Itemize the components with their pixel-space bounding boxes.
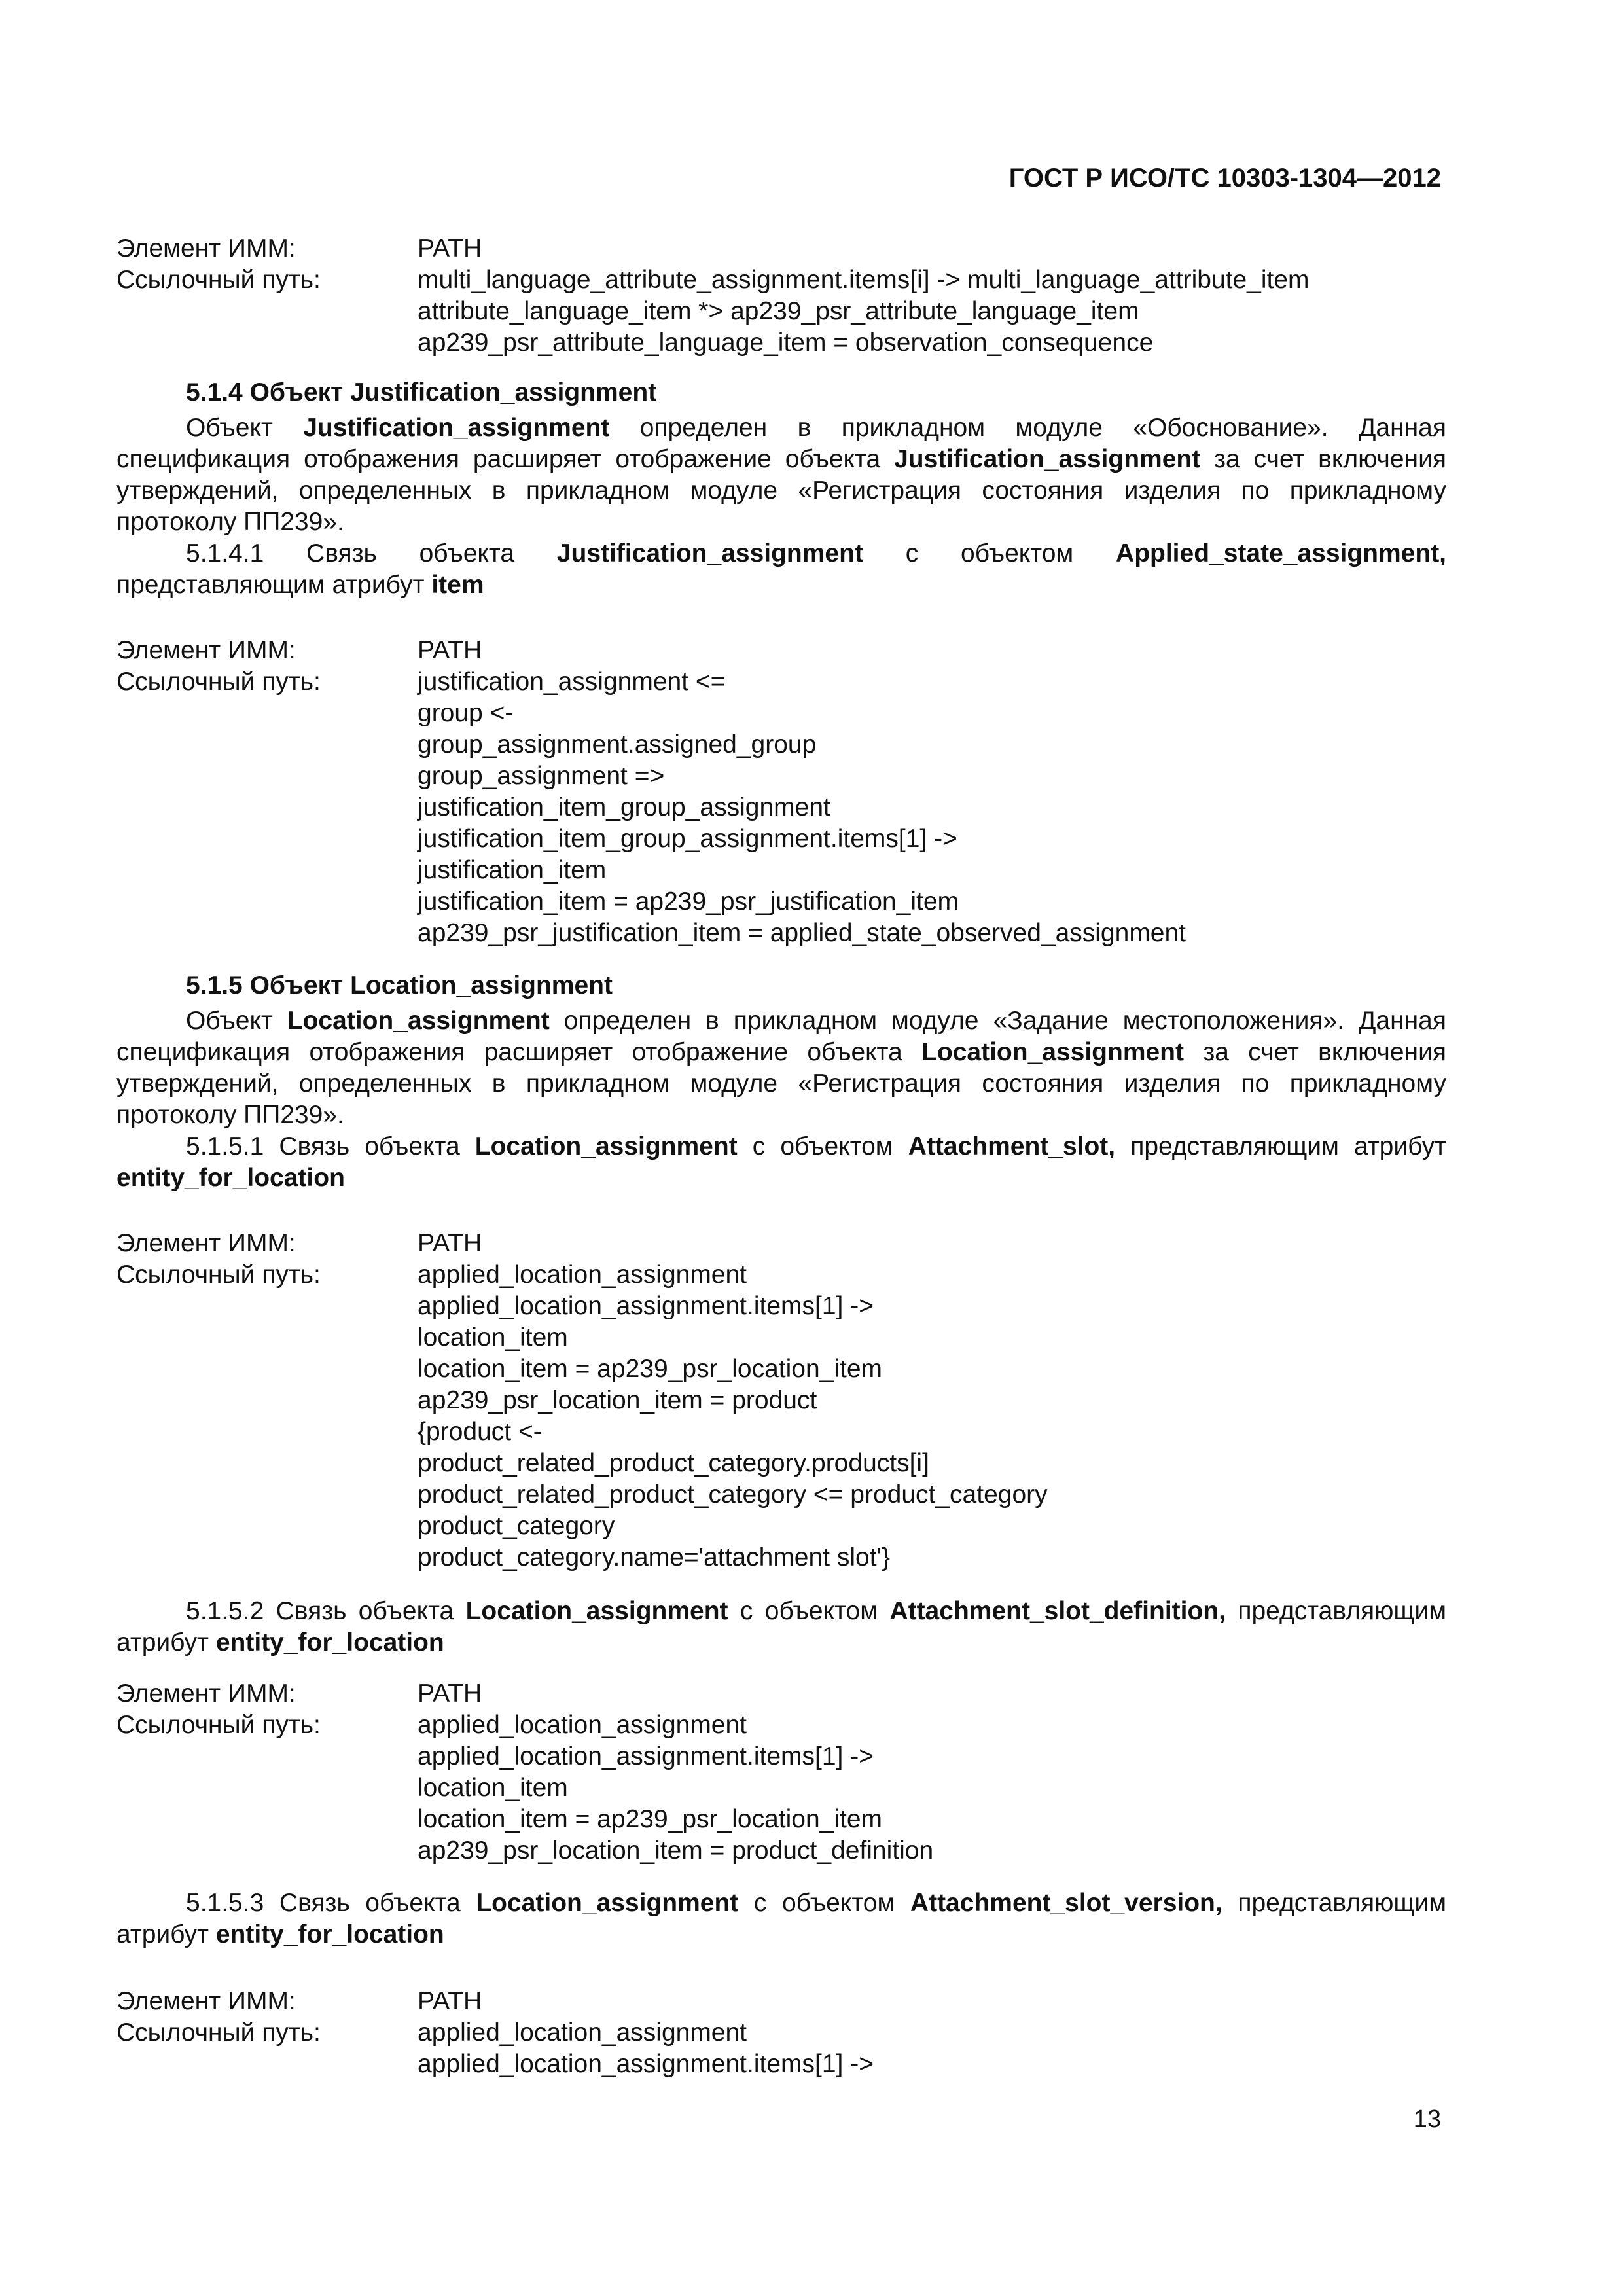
path-line: group_assignment.assigned_group <box>418 730 817 759</box>
path-line: applied_location_assignment.items[1] -> <box>418 2050 874 2078</box>
path-line: location_item = ap239_psr_location_item <box>418 1805 883 1833</box>
mapping-block-0 <box>116 233 1446 359</box>
section-5-1-5-text <box>116 1005 1446 1194</box>
path-line: applied_location_assignment <box>418 1261 747 1289</box>
section-5-1-4-text <box>116 412 1446 601</box>
document-id-header: ГОСТ Р ИСО/ТС 10303-1304—2012 <box>1008 164 1441 192</box>
element-value: PATH <box>418 636 482 664</box>
path-line: {product <- <box>418 1418 542 1446</box>
path-line: applied_location_assignment <box>418 1711 747 1739</box>
element-value: PATH <box>418 234 482 262</box>
path-line: product_related_product_category <= product_category <box>418 1480 1048 1509</box>
mapping-block-4 <box>116 1986 1446 2080</box>
page-number: 13 <box>1413 2106 1441 2133</box>
paragraph-5-1-5-1: 5.1.5.1 Связь объекта Location_assignment с объектом Attachment_slot, представляющим атрибут entity_for_location <box>116 1132 1446 1192</box>
paragraph: Объект Location_assignment определен в прикладном модуле «Задание местоположения». Данная спецификация отображения расширяет отображение объекта Location_assignment за счет включения утверждений, определенных в прикладном модуле «Регистрация состояния изделия по прикладному протоколу ПП239». <box>116 1007 1446 1129</box>
element-label: Элемент ИММ: <box>116 636 296 664</box>
element-label: Элемент ИММ: <box>116 1229 296 1257</box>
path-line: ap239_psr_justification_item = applied_state_observed_assignment <box>418 919 1186 947</box>
section-heading-5-1-5: 5.1.5 Объект Location_assignment <box>186 971 613 999</box>
path-line: applied_location_assignment.items[1] -> <box>418 1292 874 1320</box>
ref-path-label: Ссылочный путь: <box>116 2018 321 2047</box>
ref-path-label: Ссылочный путь: <box>116 1711 321 1739</box>
path-line: applied_location_assignment <box>418 2018 747 2047</box>
section-5-1-5-3-text <box>116 1888 1446 1950</box>
path-line: justification_item = ap239_psr_justification_item <box>418 888 959 916</box>
ref-path-label: Ссылочный путь: <box>116 668 321 696</box>
paragraph-5-1-4-1: 5.1.4.1 Связь объекта Justification_assignment с объектом Applied_state_assignment, представляющим атрибут item <box>116 539 1447 599</box>
element-label: Элемент ИММ: <box>116 234 296 262</box>
section-5-1-5-2-text <box>116 1596 1446 1659</box>
element-label: Элемент ИММ: <box>116 1987 296 2015</box>
path-line: ap239_psr_location_item = product_definition <box>418 1837 934 1865</box>
element-value: PATH <box>418 1679 482 1708</box>
path-line: product_category <box>418 1512 615 1540</box>
path-line: group <- <box>418 699 514 727</box>
paragraph-5-1-5-2: 5.1.5.2 Связь объекта Location_assignment с объектом Attachment_slot_definition, представляющим атрибут entity_for_location <box>116 1597 1447 1657</box>
path-line: product_category.name='attachment slot'} <box>418 1543 891 1571</box>
paragraph-5-1-5-3: 5.1.5.3 Связь объекта Location_assignment с объектом Attachment_slot_version, представляющим атрибут entity_for_location <box>116 1889 1447 1948</box>
path-line: location_item <box>418 1323 568 1352</box>
path-line: ap239_psr_location_item = product <box>418 1386 817 1414</box>
paragraph: Объект Justification_assignment определен в прикладном модуле «Обоснование». Данная спецификация отображения расширяет отображение объекта Justification_assignment за счет включения утверждений, определенных в прикладном модуле «Регистрация состояния изделия по прикладному протоколу ПП239». <box>116 414 1446 536</box>
path-line: group_assignment => <box>418 762 665 790</box>
path-line: justification_assignment <= <box>418 668 726 696</box>
section-heading-5-1-4: 5.1.4 Объект Justification_assignment <box>186 378 657 406</box>
element-value: PATH <box>418 1229 482 1257</box>
path-line: justification_item_group_assignment.items[1] -> <box>418 825 957 853</box>
mapping-block-1 <box>116 635 1446 949</box>
path-line: location_item <box>418 1774 568 1802</box>
element-value: PATH <box>418 1987 482 2015</box>
path-line: justification_item <box>418 856 607 884</box>
path-line: multi_language_attribute_assignment.items[i] -> multi_language_attribute_item <box>418 266 1310 294</box>
path-line: justification_item_group_assignment <box>418 793 830 821</box>
path-line: ap239_psr_attribute_language_item = observation_consequence <box>418 329 1154 357</box>
path-line: applied_location_assignment.items[1] -> <box>418 1742 874 1770</box>
mapping-block-2 <box>116 1228 1446 1573</box>
path-line: location_item = ap239_psr_location_item <box>418 1355 883 1383</box>
path-line: attribute_language_item *> ap239_psr_attribute_language_item <box>418 297 1139 325</box>
path-line: product_related_product_category.products[i] <box>418 1449 929 1477</box>
element-label: Элемент ИММ: <box>116 1679 296 1708</box>
ref-path-label: Ссылочный путь: <box>116 266 321 294</box>
mapping-block-3 <box>116 1678 1446 1867</box>
ref-path-label: Ссылочный путь: <box>116 1261 321 1289</box>
